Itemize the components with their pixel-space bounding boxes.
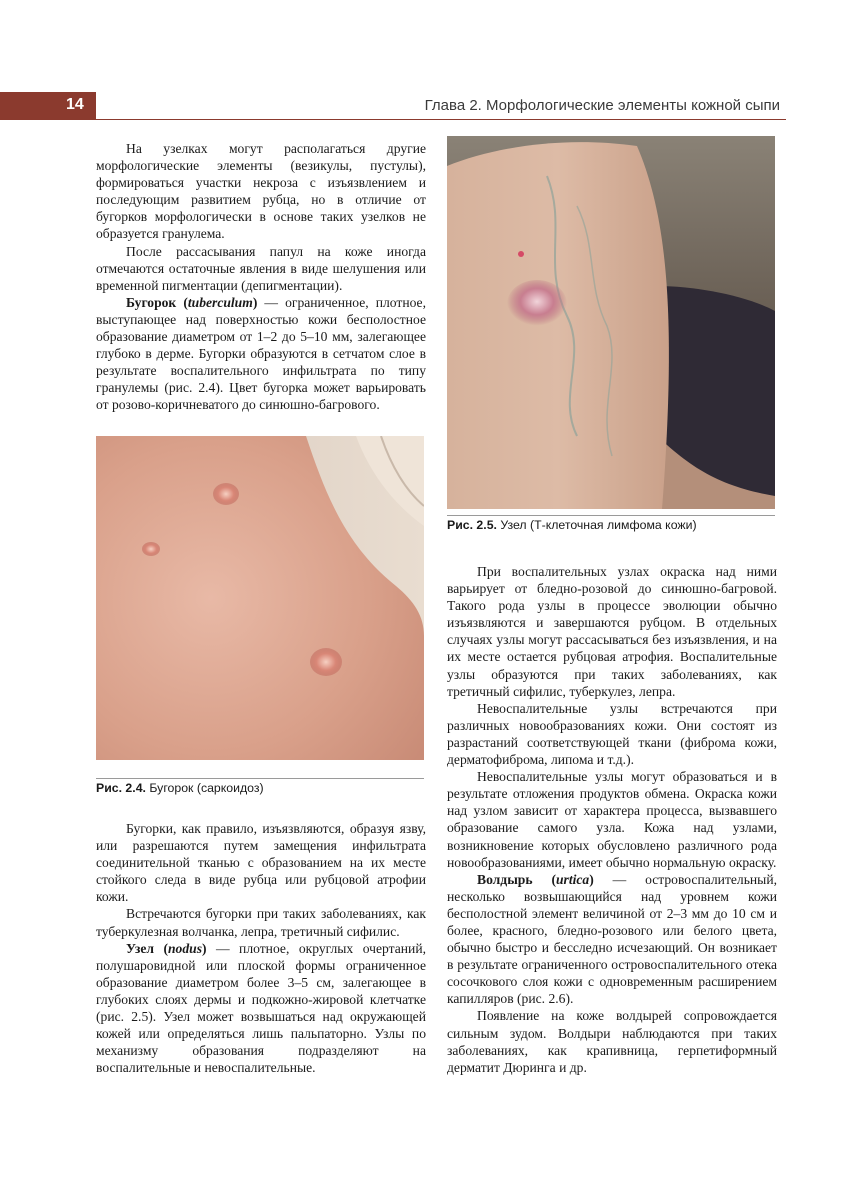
chapter-title: Глава 2. Морфологические элементы кожной сыпи: [424, 97, 780, 114]
paragraph: После рассасывания папул на коже иногда отмечаются остаточные явления в виде шелушения или временной пигментации (депигментации).: [96, 243, 426, 293]
neck-photo-illustration: [96, 436, 424, 760]
paragraph: При воспалительных узлах окраска над ними варьирует от бледно-розовой до синюшно-багровой. Такого рода узлы в процессе эволюции обычно изъязвляются и завершаются рубцом. В отдельных случаях узлы могут рассасываться без изъязвления, и на их месте остается рубцовая атрофия. Воспалительные узлы образуются при таких заболеваниях, как третичный сифилис, туберкулез, лепра.: [447, 564, 777, 699]
paragraph-urtica: Волдырь (urtica) — островоспалительный, несколько возвышающийся над уровнем кожи бесполостной элемент величиной от 2–3 мм до 10 см и более, красного, бледно-розового или белого цвета, обычно быстро и бесследно исчезающий. Он возникает в результате ограниченного островоспалительного отека сосочкового слоя кожи с одновременным расширением капилляров (рис. 2.6).: [447, 871, 777, 1007]
right-column: [447, 563, 777, 1076]
paragraph-tuberculum: Бугорок (tuberculum) — ограниченное, плотное, выступающее над поверхностью кожи бесполостное образование диаметром от 1–2 до 5–10 мм, залегающее глубоко в дерме. Бугорки образуются в сетчатом слое в результате воспалительного инфильтрата по типу гранулемы (рис. 2.4). Цвет бугорка может варьировать от розово-коричневатого до синюшно-багрового.: [96, 294, 426, 413]
paragraph: Появление на коже волдырей сопровождается сильным зудом. Волдыри наблюдаются при таких заболеваниях, как крапивница, герпетиформный дерматит Дюринга и др.: [447, 1008, 777, 1075]
paragraph-nodus: Узел (nodus) — плотное, округлых очертаний, полушаровидной или плоской формы ограниченное образование диаметром более 3–5 см, залегающее в глубоких слоях дермы и подкожно-жировой клетчатке (рис. 2.5). Узел может возвышаться над окружающей кожей или определяться лишь пальпаторно. Узлы по механизму образования подразделяют на воспалительные и невоспалительные.: [96, 940, 426, 1076]
header-rule: [96, 119, 786, 120]
left-column-top: [96, 140, 426, 414]
figure-2-5-caption: Рис. 2.5. Узел (Т-клеточная лимфома кожи): [447, 518, 697, 532]
paragraph: Встречаются бугорки при таких заболеваниях, как туберкулезная волчанка, лепра, третичный сифилис.: [96, 906, 426, 939]
left-column-bottom: [96, 820, 426, 1076]
paragraph: На узелках могут располагаться другие морфологические элементы (везикулы, пустулы), формироваться участки некроза с изъязвлением и последующим развитием рубца, но в отличие от бугорков морфологически в основе таких узелков не образуется гранулема.: [96, 141, 426, 242]
figure-2-4-caption: Рис. 2.4. Бугорок (саркоидоз): [96, 781, 264, 795]
page-number: 14: [66, 96, 84, 113]
paragraph: Бугорки, как правило, изъязвляются, образуя язву, или разрешаются путем замещения инфильтрата соединительной тканью с образованием на их месте стойкого следа в виде рубца или рубцовой атрофии кожи.: [96, 821, 426, 905]
paragraph: Невоспалительные узлы могут образоваться и в результате отложения продуктов обмена. Окраска кожи над узлом зависит от характера процесса, вызвавшего образование самого узла. Кожа над узлами, возникновение которых обусловлено различного рода новообразованиями, имеет обычно нормальную окраску.: [447, 769, 777, 870]
paragraph: Невоспалительные узлы встречаются при различных новообразованиях кожи. Они состоят из разрастаний соответствующей ткани (фиброма кожи, дерматофиброма, липома и т.д.).: [447, 700, 777, 768]
arm-photo-illustration: [447, 136, 775, 509]
figure-2-5-photo: [447, 136, 775, 509]
caption-rule: [447, 515, 775, 516]
caption-rule: [96, 778, 424, 779]
figure-2-4-photo: [96, 436, 424, 760]
